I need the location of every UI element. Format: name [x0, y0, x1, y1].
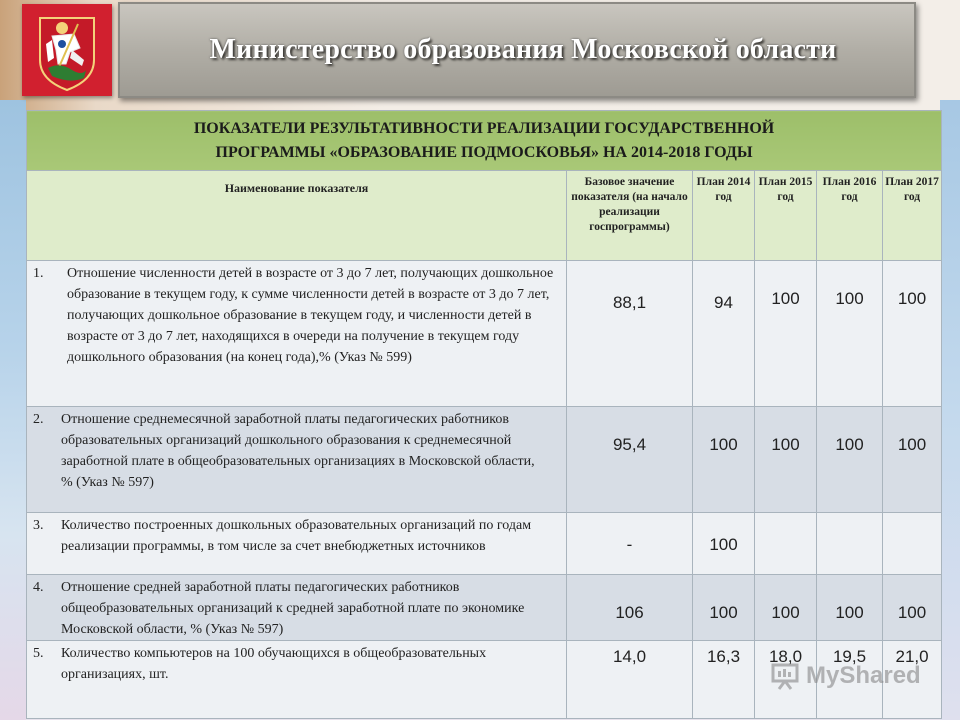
indicator-number: 5. [33, 646, 44, 661]
table-row [27, 261, 942, 407]
header-banner [118, 2, 916, 98]
base-value: 106 [567, 575, 693, 641]
plan-2014-value: 100 [693, 575, 755, 641]
watermark [770, 658, 930, 694]
table-title [27, 111, 942, 171]
plan-2015-value [755, 513, 817, 575]
indicator-name [27, 575, 567, 641]
base-value: 95,4 [567, 407, 693, 513]
plan-2016-value: 100 [817, 575, 883, 641]
column-header-plan-2016: План 2016 год [817, 171, 883, 261]
plan-2017-value [883, 513, 942, 575]
plan-2017-value: 100 [883, 575, 942, 641]
plan-2015-value: 100 [755, 261, 817, 407]
plan-2014-value: 16,3 [693, 641, 755, 719]
column-header-plan-2017: План 2017 год [883, 171, 942, 261]
plan-2015-value: 100 [755, 407, 817, 513]
plan-2017-value: 100 [883, 407, 942, 513]
indicator-name [27, 407, 567, 513]
indicator-text: Количество компьютеров на 100 обучающихся в общеобразовательных организациях, шт. [61, 646, 487, 682]
indicator-name [27, 513, 567, 575]
plan-2015-value: 18,0 [755, 641, 817, 719]
plan-2016-value [817, 513, 883, 575]
indicator-number: 1. [33, 266, 44, 281]
plan-2016-value: 19,5 [817, 641, 883, 719]
plan-2017-value: 21,0 [883, 641, 942, 719]
table-row [27, 407, 942, 513]
background-left-stripe [0, 100, 26, 720]
column-header-plan-2015: План 2015 год [755, 171, 817, 261]
indicator-number: 4. [33, 580, 44, 595]
plan-2014-value: 100 [693, 513, 755, 575]
column-header-base-value: Базовое значение показателя (на начало реализации госпрограммы) [567, 171, 693, 261]
plan-2014-value: 100 [693, 407, 755, 513]
plan-2016-value: 100 [817, 407, 883, 513]
moscow-oblast-coat-of-arms-icon [22, 4, 112, 96]
watermark-text: MyShared [806, 662, 921, 689]
table-row [27, 575, 942, 641]
indicator-name [27, 261, 567, 407]
table-title-line-1: ПОКАЗАТЕЛИ РЕЗУЛЬТАТИВНОСТИ РЕАЛИЗАЦИИ ГОСУДАРСТВЕННОЙ [193, 119, 775, 137]
indicator-text: Отношение численности детей в возрасте от 3 до 7 лет, получающих дошкольное образование в текущем году, к сумме численности детей в возрасте от 3 до 7 лет, получающих дошкольное образование в текущем году, и численности детей в возрасте от 3 до 7 лет, находящихся в очереди на получение в текущем году дошкольного образования (на конец года),% (Указ № 599) [67, 266, 554, 365]
plan-2017-value: 100 [883, 261, 942, 407]
indicator-text: Отношение средней заработной платы педагогических работников общеобразовательных организаций к средней заработной плате по экономике Московской области, % (Указ № 597) [61, 580, 525, 637]
table-title-line-2: ПРОГРАММЫ «ОБРАЗОВАНИЕ ПОДМОСКОВЬЯ» НА 2014-2018 ГОДЫ [215, 143, 753, 161]
base-value: 88,1 [567, 261, 693, 407]
indicator-text: Отношение среднемесячной заработной платы педагогических работников образовательных организаций дошкольного образования к среднемесячной заработной плате в общеобразовательных организациях в Московской области, % (Указ № 597) [61, 412, 535, 490]
plan-2014-value: 94 [693, 261, 755, 407]
plan-2015-value: 100 [755, 575, 817, 641]
indicator-text: Количество построенных дошкольных образовательных организаций по годам реализации программы, в том числе за счет внебюджетных источников [61, 518, 532, 554]
presentation-icon [770, 661, 800, 691]
base-value: 14,0 [567, 641, 693, 719]
indicator-name [27, 641, 567, 719]
performance-indicators-table [26, 110, 942, 719]
column-header-name: Наименование показателя [27, 171, 567, 261]
plan-2016-value: 100 [817, 261, 883, 407]
page-title: Министерство образования Московской области [209, 34, 837, 65]
column-header-plan-2014: План 2014 год [693, 171, 755, 261]
background-right-stripe [940, 100, 960, 720]
table-row [27, 513, 942, 575]
indicator-number: 2. [33, 412, 44, 427]
indicator-number: 3. [33, 518, 44, 533]
base-value: - [567, 513, 693, 575]
